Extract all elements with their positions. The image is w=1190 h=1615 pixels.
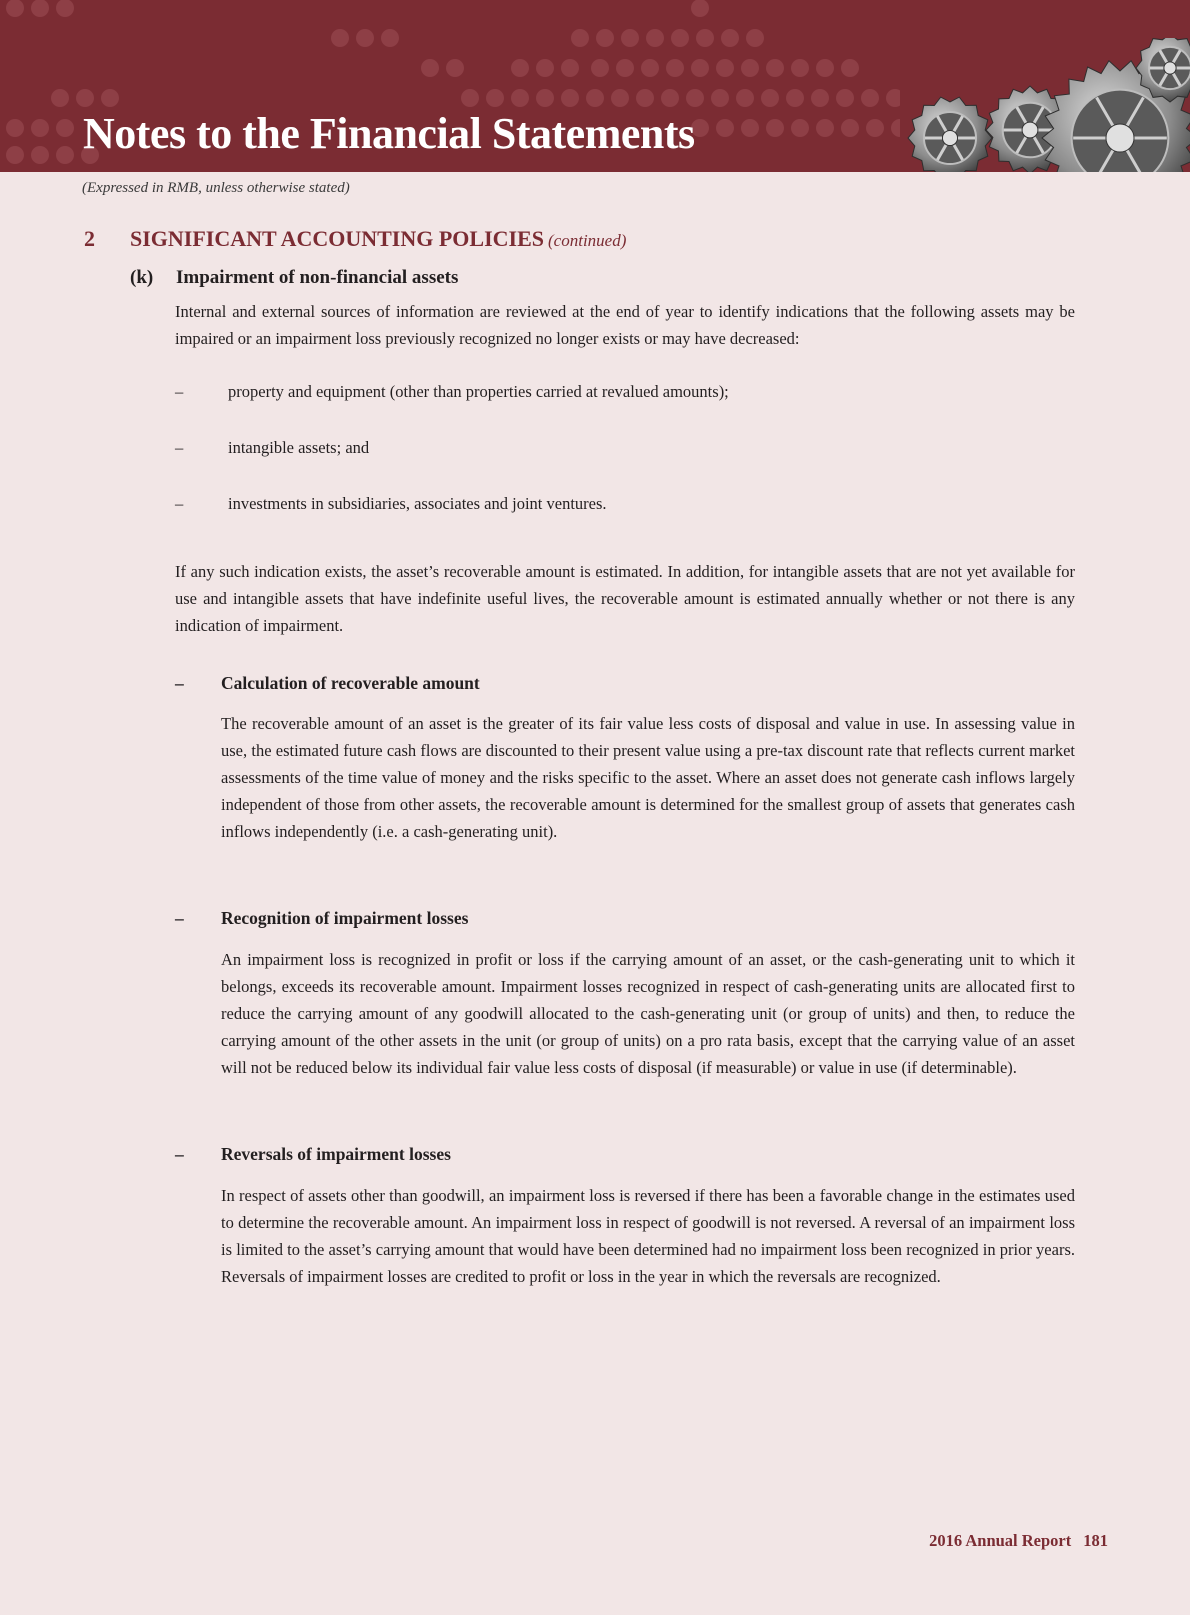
pattern-dot xyxy=(596,29,614,47)
topic-body: The recoverable amount of an asset is the greater of its fair value less costs of disposal and value in use. In assessing value in use, the estimated future cash flows are discounted to their present value using a pre-tax discount rate that reflects current market assessments of the time value of money and the risks specific to the asset. Where an asset does not generate cash inflows largely independent of those from other assets, the recoverable amount is determined for the smallest group of assets that generates cash inflows independently (i.e. a cash-generating unit). xyxy=(221,714,1075,841)
currency-note: (Expressed in RMB, unless otherwise stated) xyxy=(82,180,350,196)
topic-heading xyxy=(175,908,468,929)
continued-label: (continued) xyxy=(548,231,627,250)
pattern-dot xyxy=(561,59,579,77)
pattern-dot xyxy=(861,89,879,107)
topic-body: In respect of assets other than goodwill, an impairment loss is reversed if there has been a favorable change in the estimates used to determine the recoverable amount. An impairment loss in respect of goodwill is not reversed. A reversal of an impairment loss is limited to the asset’s carrying amount that would have been determined had no impairment loss been recognized in prior years. Reversals of impairment losses are credited to profit or loss in the year in which the reversals are recognized. xyxy=(221,1186,1075,1286)
topic-title: Reversals of impairment losses xyxy=(221,1144,451,1164)
topic-title: Recognition of impairment losses xyxy=(221,908,469,928)
pattern-dot xyxy=(716,59,734,77)
pattern-dot xyxy=(31,0,49,17)
list-item xyxy=(175,434,369,461)
pattern-dot xyxy=(331,29,349,47)
pattern-dot xyxy=(691,0,709,17)
pattern-dot xyxy=(56,0,74,17)
pattern-dot xyxy=(571,29,589,47)
dash-marker: – xyxy=(175,908,184,928)
pattern-dot xyxy=(741,59,759,77)
pattern-dot xyxy=(6,0,24,17)
subsection-heading xyxy=(130,267,458,289)
dash-marker: – xyxy=(175,494,184,513)
pattern-dot xyxy=(646,29,664,47)
pattern-dot xyxy=(721,29,739,47)
pattern-dot xyxy=(766,119,784,137)
pattern-dot xyxy=(561,89,579,107)
dash-marker: – xyxy=(175,673,184,693)
gear-icon xyxy=(908,97,992,172)
pattern-dot xyxy=(536,59,554,77)
pattern-dot xyxy=(591,59,609,77)
pattern-dot xyxy=(736,89,754,107)
pattern-dot xyxy=(711,89,729,107)
pattern-dot xyxy=(691,59,709,77)
report-name: 2016 Annual Report xyxy=(929,1531,1072,1550)
pattern-dot xyxy=(51,89,69,107)
pattern-dot xyxy=(741,119,759,137)
dash-marker: – xyxy=(175,1144,184,1164)
pattern-dot xyxy=(836,89,854,107)
pattern-dot xyxy=(421,59,439,77)
pattern-dot xyxy=(31,146,49,164)
subsection-letter: (k) xyxy=(130,267,154,288)
page-number: 181 xyxy=(1083,1531,1108,1550)
pattern-dot xyxy=(641,59,659,77)
pattern-dot xyxy=(31,119,49,137)
pattern-dot xyxy=(671,29,689,47)
list-item xyxy=(175,490,607,517)
list-item xyxy=(175,378,729,405)
pattern-dot xyxy=(486,89,504,107)
intro-paragraph: Internal and external sources of information are reviewed at the end of year to identify indications that the following assets may be impaired or an impairment loss previously recognized no longer exists or may have decreased: xyxy=(175,302,1075,348)
topic-title: Calculation of recoverable amount xyxy=(221,673,480,693)
pattern-dot xyxy=(611,89,629,107)
pattern-dot xyxy=(811,89,829,107)
pattern-dot xyxy=(666,59,684,77)
pattern-dot xyxy=(661,89,679,107)
pattern-dot xyxy=(461,89,479,107)
pattern-dot xyxy=(686,89,704,107)
pattern-dot xyxy=(536,89,554,107)
pattern-dot xyxy=(841,59,859,77)
section-heading xyxy=(84,226,626,252)
pattern-dot xyxy=(511,59,529,77)
pattern-dot xyxy=(766,59,784,77)
pattern-dot xyxy=(6,146,24,164)
pattern-dot xyxy=(816,59,834,77)
topic-body: An impairment loss is recognized in profit or loss if the carrying amount of an asset, or the cash-generating unit to which it belongs, exceeds its recoverable amount. Impairment losses recognized in respect of cash-generating units are allocated first to reduce the carrying amount of any goodwill allocated to the cash-generating unit (or group of units) and then, to reduce the carrying amount of the other assets in the unit (or group of units) on a pro rata basis, except that the carrying value of an asset will not be reduced below its individual fair value less costs of disposal (if measurable) or value in use (if determinable). xyxy=(221,950,1075,1077)
gears-icon xyxy=(890,38,1190,172)
pattern-dot xyxy=(636,89,654,107)
pattern-dot xyxy=(786,89,804,107)
pattern-dot xyxy=(816,119,834,137)
pattern-dot xyxy=(76,89,94,107)
pattern-dot xyxy=(791,59,809,77)
pattern-dot xyxy=(356,29,374,47)
pattern-dot xyxy=(56,146,74,164)
pattern-dot xyxy=(6,119,24,137)
pattern-dot xyxy=(616,59,634,77)
pattern-dot xyxy=(761,89,779,107)
pattern-dot xyxy=(586,89,604,107)
pattern-dot xyxy=(56,119,74,137)
pattern-dot xyxy=(791,119,809,137)
topic-heading xyxy=(175,673,480,694)
page-footer xyxy=(929,1531,1108,1551)
dash-marker: – xyxy=(175,382,184,401)
pattern-dot xyxy=(716,119,734,137)
section-number: 2 xyxy=(84,226,95,251)
pattern-dot xyxy=(446,59,464,77)
pattern-dot xyxy=(841,119,859,137)
list-item-text: property and equipment (other than properties carried at revalued amounts); xyxy=(228,382,729,401)
indication-paragraph: If any such indication exists, the asset’s recoverable amount is estimated. In addition, for intangible assets that are not yet available for use and intangible assets that have indefinite useful lives, the recoverable amount is estimated annually whether or not there is any indication of impairment. xyxy=(175,562,1075,635)
pattern-dot xyxy=(621,29,639,47)
topic-heading xyxy=(175,1144,451,1165)
section-title: SIGNIFICANT ACCOUNTING POLICIES xyxy=(130,226,545,251)
list-item-text: intangible assets; and xyxy=(228,438,370,457)
subsection-title: Impairment of non-financial assets xyxy=(176,267,459,288)
pattern-dot xyxy=(696,29,714,47)
page-title: Notes to the Financial Statements xyxy=(83,109,695,158)
pattern-dot xyxy=(866,119,884,137)
pattern-dot xyxy=(511,89,529,107)
dash-marker: – xyxy=(175,438,184,457)
pattern-dot xyxy=(101,89,119,107)
list-item-text: investments in subsidiaries, associates and joint ventures. xyxy=(228,494,607,513)
pattern-dot xyxy=(381,29,399,47)
pattern-dot xyxy=(746,29,764,47)
